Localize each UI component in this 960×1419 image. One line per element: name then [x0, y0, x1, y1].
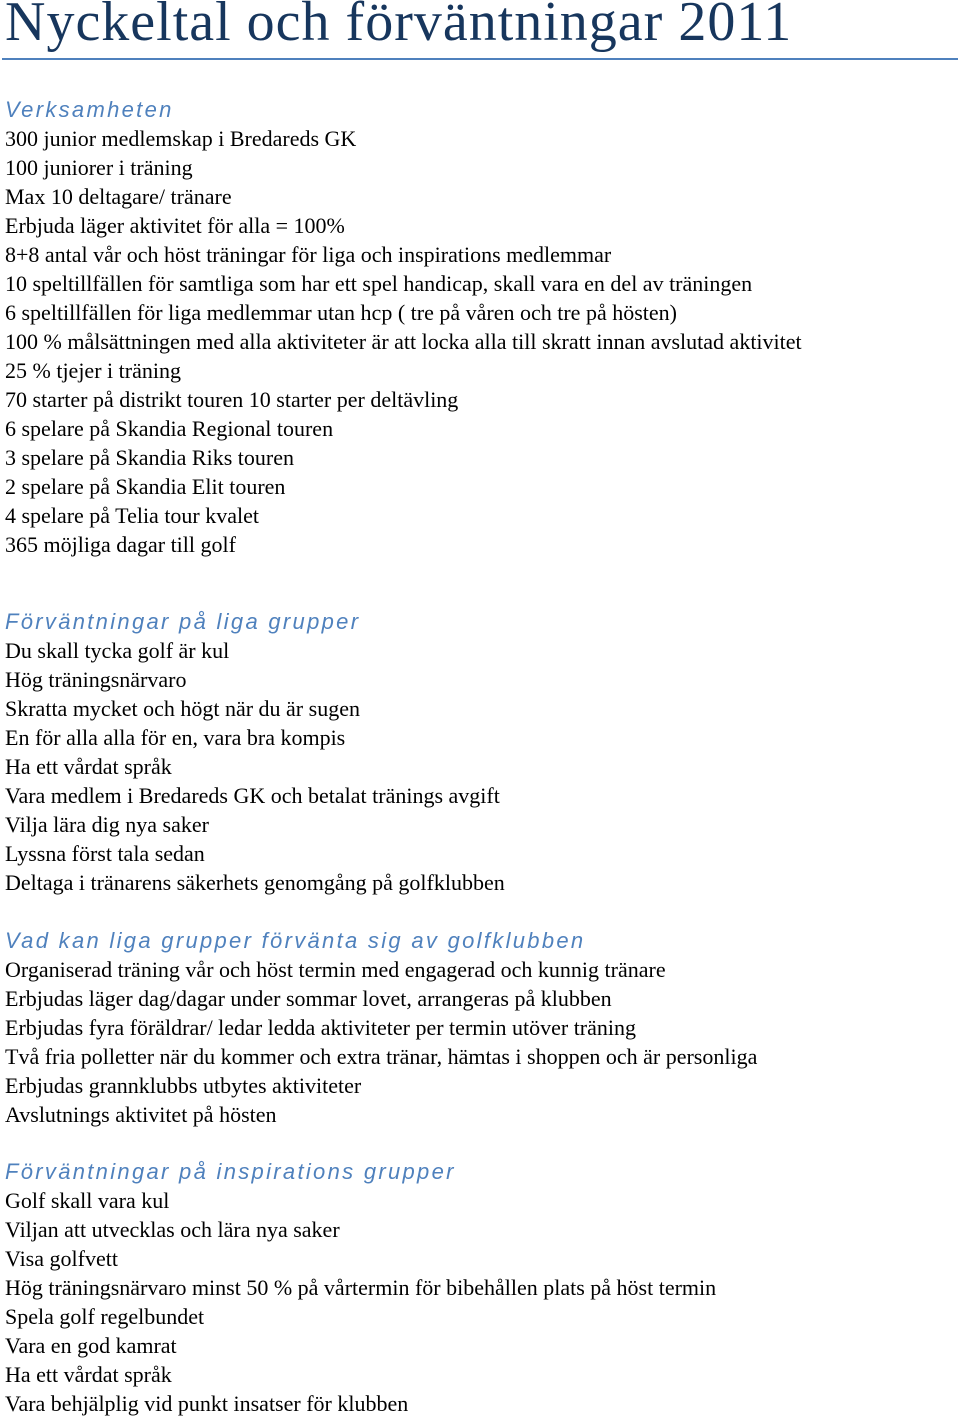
list-item: 100 juniorer i träning — [5, 155, 193, 180]
list-item: 25 % tjejer i träning — [5, 358, 181, 383]
section-heading: Verksamheten — [5, 97, 174, 122]
list-item: Erbjudas fyra föräldrar/ ledar ledda aktiviteter per termin utöver träning — [5, 1015, 637, 1040]
list-item: 3 spelare på Skandia Riks touren — [5, 445, 294, 470]
list-item: Två fria polletter när du kommer och extra tränar, hämtas i shoppen och är personliga — [5, 1044, 758, 1069]
list-item: Golf skall vara kul — [5, 1188, 170, 1213]
list-item: 6 spelare på Skandia Regional touren — [5, 416, 334, 441]
list-item: Max 10 deltagare/ tränare — [5, 184, 232, 209]
list-item: Vilja lära dig nya saker — [5, 812, 209, 837]
list-item: Erbjuda läger aktivitet för alla = 100% — [5, 213, 345, 238]
list-item: Skratta mycket och högt när du är sugen — [5, 696, 360, 721]
list-item: 6 speltillfällen för liga medlemmar utan hcp ( tre på våren och tre på hösten) — [5, 300, 677, 325]
section-heading: Vad kan liga grupper förvänta sig av golfklubben — [5, 928, 586, 953]
list-item: 300 junior medlemskap i Bredareds GK — [5, 126, 357, 151]
section-verksamheten — [0, 95, 960, 559]
list-item: 365 möjliga dagar till golf — [5, 532, 236, 557]
page-title: Nyckeltal och förväntningar 2011 — [5, 0, 793, 53]
title-rule — [2, 58, 958, 60]
list-item: 100 % målsättningen med alla aktiviteter är att locka alla till skratt innan avslutad aktivitet — [5, 329, 802, 354]
list-item: Du skall tycka golf är kul — [5, 638, 230, 663]
list-item: 4 spelare på Telia tour kvalet — [5, 503, 260, 528]
list-item: Visa golfvett — [5, 1246, 118, 1271]
list-item: Vara behjälplig vid punkt insatser för klubben — [5, 1391, 409, 1416]
list-item: En för alla alla för en, vara bra kompis — [5, 725, 346, 750]
section-inspiration-expectations — [0, 1157, 960, 1418]
section-heading: Förväntningar på inspirations grupper — [5, 1159, 456, 1184]
list-item: Ha ett vårdat språk — [5, 754, 172, 779]
section-heading: Förväntningar på liga grupper — [5, 609, 361, 634]
list-item: Hög träningsnärvaro minst 50 % på vårtermin för bibehållen plats på höst termin — [5, 1275, 717, 1300]
list-item: Erbjudas läger dag/dagar under sommar lovet, arrangeras på klubben — [5, 986, 612, 1011]
list-item: Erbjudas grannklubbs utbytes aktiviteter — [5, 1073, 362, 1098]
list-item: Hög träningsnärvaro — [5, 667, 187, 692]
list-item: 8+8 antal vår och höst träningar för liga och inspirations medlemmar — [5, 242, 612, 267]
section-liga-expectations — [0, 607, 960, 897]
list-item: Vara medlem i Bredareds GK och betalat tränings avgift — [5, 783, 500, 808]
list-item: Viljan att utvecklas och lära nya saker — [5, 1217, 340, 1242]
list-item: Spela golf regelbundet — [5, 1304, 205, 1329]
list-item: Organiserad träning vår och höst termin med engagerad och kunnig tränare — [5, 957, 666, 982]
list-item: Avslutnings aktivitet på hösten — [5, 1102, 277, 1127]
list-item: 10 speltillfällen för samtliga som har ett spel handicap, skall vara en del av träningen — [5, 271, 753, 296]
list-item: Deltaga i tränarens säkerhets genomgång på golfklubben — [5, 870, 505, 895]
section-club-offerings — [0, 926, 960, 1129]
list-item: 2 spelare på Skandia Elit touren — [5, 474, 286, 499]
list-item: 70 starter på distrikt touren 10 starter per deltävling — [5, 387, 459, 412]
list-item: Lyssna först tala sedan — [5, 841, 205, 866]
list-item: Ha ett vårdat språk — [5, 1362, 172, 1387]
list-item: Vara en god kamrat — [5, 1333, 177, 1358]
